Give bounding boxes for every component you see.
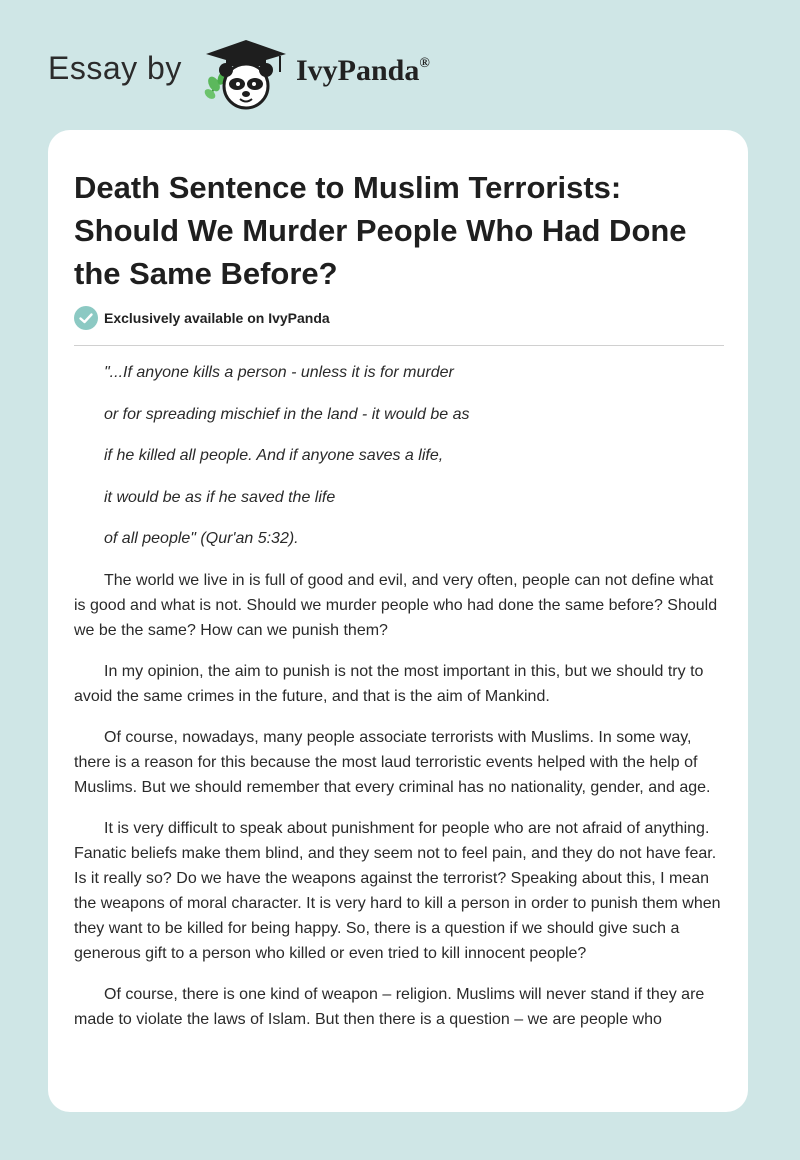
quote-line: it would be as if he saved the life: [104, 488, 336, 506]
availability-badge: [74, 306, 330, 330]
essay-body: [74, 360, 726, 1048]
essay-card: [48, 130, 748, 1112]
availability-text: Exclusively available on IvyPanda: [104, 310, 330, 326]
paragraph: It is very difficult to speak about punishment for people who are not afraid of anything. Fanatic beliefs make them blind, and they seem not to feel pain, and they do not have fear. Is it really so? Do we have the weapons against the terrorist? Speaking about this, I mean the weapons of moral character. It is very hard to kill a person in order to punish them when they want to be killed for being happy. So, there is a question if we should give such a generous gift to a person who killed or even tried to kill innocent people?: [74, 819, 721, 962]
divider: [74, 345, 724, 346]
essay-title: Death Sentence to Muslim Terrorists: Should We Murder People Who Had Done the Same Before?: [74, 170, 687, 291]
quote-line: if he killed all people. And if anyone saves a life,: [104, 447, 444, 464]
paragraph: In my opinion, the aim to punish is not the most important in this, but we should try to avoid the same crimes in the future, and that is the aim of Mankind.: [74, 662, 704, 705]
paragraph: The world we live in is full of good and evil, and very often, people can not define what is good and what is not. Should we murder people who had done the same before? Should we be the same? How can we punish them?: [74, 571, 718, 639]
quote-line: "...If anyone kills a person - unless it is for murder: [104, 364, 454, 381]
quote-line: of all people" (Qur'an 5:32).: [104, 530, 299, 547]
panda-graduate-icon: [200, 38, 292, 110]
brand-name[interactable]: IvyPanda®: [296, 54, 430, 87]
essay-by-label: Essay by: [48, 50, 182, 86]
paragraph: Of course, there is one kind of weapon – religion. Muslims will never stand if they are made to violate the laws of Islam. But then there is a question – we are people who: [74, 985, 705, 1028]
quote-line: or for spreading mischief in the land - it would be as: [104, 405, 470, 423]
site-header: [0, 0, 800, 130]
registered-mark: ®: [419, 56, 430, 71]
paragraph: Of course, nowadays, many people associate terrorists with Muslims. In some way, there is a reason for this because the most laud terroristic events helped with the help of Muslims. But we should remember that every criminal has no nationality, gender, and age.: [74, 728, 711, 796]
epigraph-quote: [74, 360, 726, 551]
check-circle-icon: [74, 306, 98, 330]
